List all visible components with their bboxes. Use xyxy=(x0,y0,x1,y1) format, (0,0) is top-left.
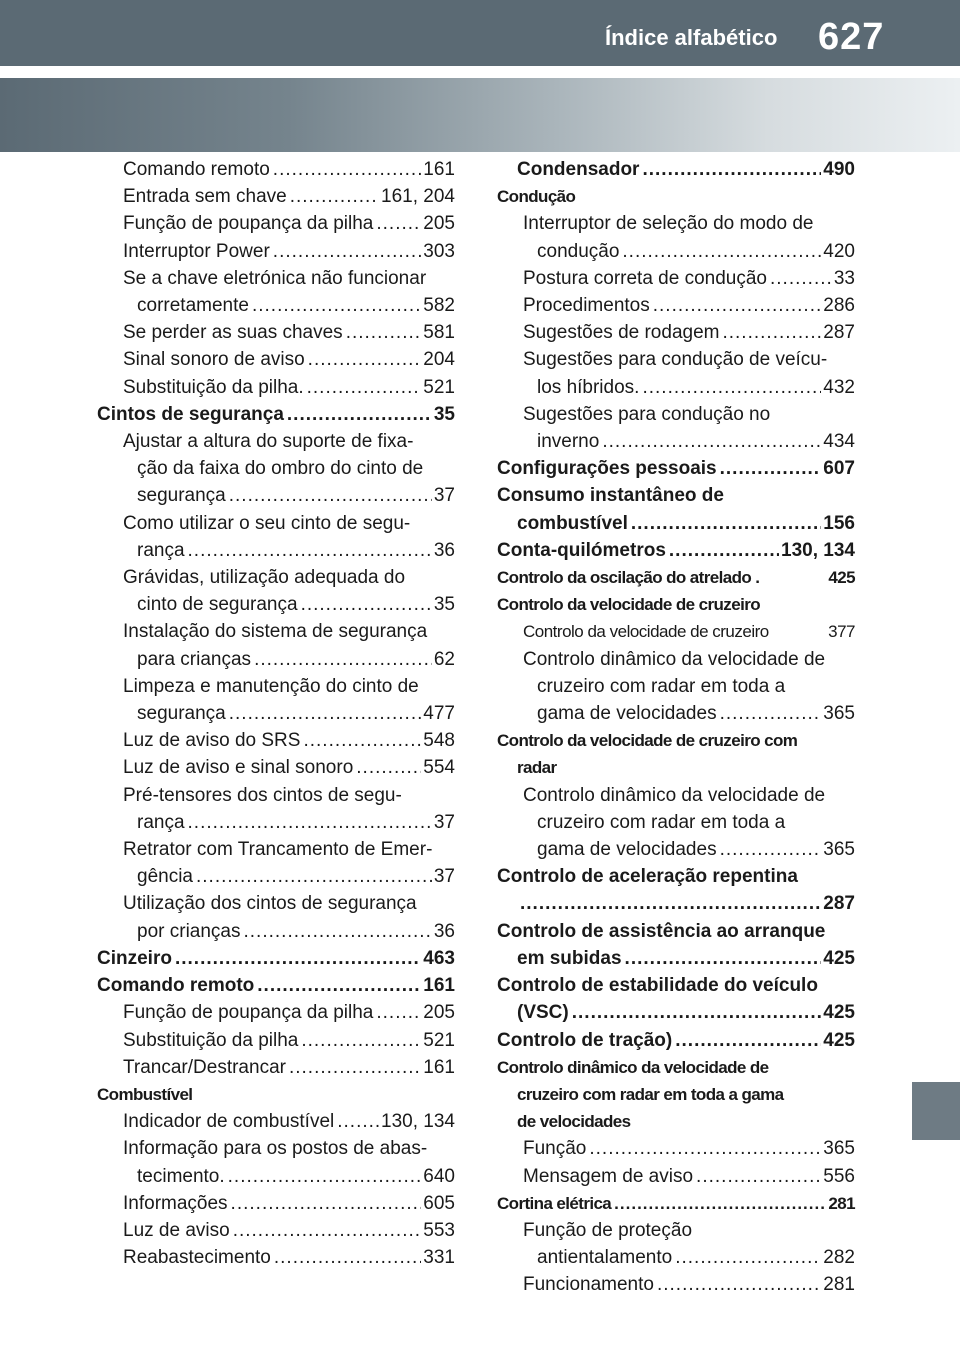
leader-dots xyxy=(657,1271,821,1298)
entry-page-ref: 554 xyxy=(423,757,455,779)
entry-term: Função de poupança da pilha xyxy=(123,213,374,235)
index-entry xyxy=(497,999,855,1026)
entry-term: Comando remoto xyxy=(97,975,255,997)
index-entry xyxy=(97,210,455,237)
entry-term: rança xyxy=(137,811,185,833)
entry-term: Função de proteção xyxy=(523,1219,693,1241)
entry-term: tecimento. xyxy=(137,1165,225,1187)
entry-page-ref: 365 xyxy=(823,839,855,861)
entry-term: Controlo de assistência ao arranque xyxy=(497,920,826,942)
index-entry xyxy=(497,1244,855,1271)
leader-dots xyxy=(254,646,432,673)
entry-term: Cinzeiro xyxy=(97,947,172,969)
index-entry xyxy=(497,1081,855,1108)
entry-page-ref: 205 xyxy=(423,213,455,235)
entry-term: Comando remoto xyxy=(123,159,270,180)
entry-term: Entrada sem chave xyxy=(123,186,287,208)
entry-term: gência xyxy=(137,866,193,888)
entry-term: Controlo dinâmico da velocidade de xyxy=(523,648,826,670)
entry-page-ref: 287 xyxy=(823,893,855,915)
entry-page-ref: 130, 134 xyxy=(381,1111,455,1133)
leader-dots xyxy=(720,836,822,863)
entry-term: corretamente xyxy=(137,295,249,317)
index-entry xyxy=(97,836,455,863)
entry-term: radar xyxy=(517,758,557,778)
index-entry xyxy=(97,238,455,265)
index-entry xyxy=(497,482,855,509)
entry-page-ref: 161, 204 xyxy=(381,186,455,208)
entry-term: Se a chave eletrónica não funcionar xyxy=(123,267,427,289)
leader-dots xyxy=(675,1027,821,1054)
entry-term: Limpeza e manutenção do cinto de xyxy=(123,675,419,697)
leader-dots xyxy=(301,591,432,618)
entry-term: Combustível xyxy=(97,1084,193,1104)
index-entry xyxy=(497,238,855,265)
decorative-gradient-band xyxy=(0,78,960,152)
entry-term: Substituição da pilha. xyxy=(123,376,304,398)
entry-term: Controlo da velocidade de cruzeiro xyxy=(497,595,760,615)
entry-page-ref: 640 xyxy=(423,1165,455,1187)
leader-dots xyxy=(625,945,822,972)
index-entry xyxy=(97,1190,455,1217)
index-entry xyxy=(497,836,855,863)
entry-page-ref: 521 xyxy=(423,376,455,398)
index-entry xyxy=(97,673,455,700)
index-entry xyxy=(497,346,855,373)
entry-page-ref: 281 xyxy=(828,1193,855,1213)
index-entry xyxy=(97,591,455,618)
entry-term: Reabastecimento xyxy=(123,1247,271,1269)
index-entry xyxy=(97,401,455,428)
index-entry xyxy=(97,863,455,890)
index-entry xyxy=(97,482,455,509)
index-entry xyxy=(97,564,455,591)
index-entry xyxy=(97,945,455,972)
index-entry xyxy=(497,1163,855,1190)
entry-term: condução xyxy=(537,240,620,262)
index-entry xyxy=(497,1190,855,1217)
entry-term: Procedimentos xyxy=(523,295,650,317)
index-entry xyxy=(97,618,455,645)
section-title: Índice alfabético xyxy=(605,25,778,50)
entry-page-ref: 548 xyxy=(423,730,455,752)
leader-dots xyxy=(229,700,422,727)
entry-term: Condução xyxy=(497,187,576,207)
entry-term: Consumo instantâneo de xyxy=(497,485,724,507)
entry-term: Conta-quilómetros xyxy=(497,539,666,561)
index-entry xyxy=(97,374,455,401)
index-entry xyxy=(497,1135,855,1162)
entry-term: Ajustar a altura do suporte de fixa- xyxy=(123,431,414,453)
entry-page-ref: 156 xyxy=(823,512,855,534)
entry-page-ref: 432 xyxy=(823,376,855,398)
entry-page-ref: 425 xyxy=(828,568,855,588)
entry-term: Trancar/Destrancar xyxy=(123,1056,286,1078)
entry-page-ref: 161 xyxy=(423,159,455,180)
entry-term: Controlo de estabilidade do veículo xyxy=(497,975,818,997)
index-entry xyxy=(97,754,455,781)
index-entry xyxy=(497,918,855,945)
leader-dots xyxy=(589,1135,821,1162)
entry-page-ref: 205 xyxy=(423,1002,455,1024)
entry-term: de velocidades xyxy=(517,1112,631,1132)
index-entry xyxy=(97,646,455,673)
entry-term: segurança xyxy=(137,703,226,725)
entry-page-ref: 161 xyxy=(423,975,455,997)
index-entry xyxy=(497,890,855,917)
index-entry xyxy=(497,265,855,292)
entry-term: Se perder as suas chaves xyxy=(123,322,343,344)
entry-term: em subidas xyxy=(517,947,622,969)
entry-term: Condensador xyxy=(517,159,640,180)
entry-page-ref: 581 xyxy=(423,322,455,344)
entry-page-ref: 286 xyxy=(823,295,855,317)
entry-term: gama de velocidades xyxy=(537,703,717,725)
index-entry xyxy=(97,918,455,945)
entry-term: Controlo de aceleração repentina xyxy=(497,866,798,888)
leader-dots xyxy=(273,156,422,183)
index-entry xyxy=(497,1217,855,1244)
entry-page-ref: 35 xyxy=(433,403,455,425)
entry-term: Cortina elétrica xyxy=(497,1193,612,1213)
leader-dots xyxy=(675,1244,821,1271)
index-entry xyxy=(497,972,855,999)
index-entry xyxy=(97,999,455,1026)
entry-term: cruzeiro com radar em toda a xyxy=(537,811,786,833)
leader-dots xyxy=(188,537,432,564)
leader-dots xyxy=(257,972,421,999)
leader-dots xyxy=(175,945,421,972)
entry-page-ref: 37 xyxy=(433,866,455,888)
entry-page-ref: 204 xyxy=(423,349,455,371)
index-entry xyxy=(497,537,855,564)
leader-dots xyxy=(669,537,779,564)
index-entry xyxy=(97,1163,455,1190)
entry-term: Grávidas, utilização adequada do xyxy=(123,567,406,589)
entry-term: gama de velocidades xyxy=(537,839,717,861)
index-entry xyxy=(497,782,855,809)
index-entry xyxy=(497,564,855,591)
index-entry xyxy=(497,1108,855,1135)
entry-term: Substituição da pilha xyxy=(123,1029,299,1051)
entry-page-ref: 62 xyxy=(433,648,455,670)
leader-dots xyxy=(696,1163,821,1190)
entry-term: Controlo de tração) xyxy=(497,1029,673,1051)
entry-term: cruzeiro com radar em toda a xyxy=(537,675,786,697)
leader-dots xyxy=(274,1244,421,1271)
index-entry xyxy=(97,319,455,346)
index-entry xyxy=(97,183,455,210)
entry-term: Controlo da velocidade de cruzeiro com xyxy=(497,731,798,751)
index-entry xyxy=(497,210,855,237)
entry-term: Luz de aviso xyxy=(123,1219,230,1241)
entry-page-ref: 377 xyxy=(828,622,855,642)
index-entry xyxy=(497,727,855,754)
leader-dots xyxy=(376,999,421,1026)
chapter-tab xyxy=(912,1082,960,1140)
index-entry xyxy=(97,1244,455,1271)
index-entry xyxy=(97,727,455,754)
index-entry xyxy=(97,972,455,999)
entry-term: Sugestões para condução de veícu- xyxy=(523,349,828,371)
index-entry xyxy=(97,1135,455,1162)
entry-term: Mensagem de aviso xyxy=(523,1165,694,1187)
entry-term: Retrator com Trancamento de Emer- xyxy=(123,839,433,861)
index-entry xyxy=(97,890,455,917)
index-entry xyxy=(497,1271,855,1298)
entry-term: Como utilizar o seu cinto de segu- xyxy=(123,512,411,534)
leader-dots xyxy=(231,1190,422,1217)
entry-term: Função xyxy=(523,1138,587,1160)
index-entry xyxy=(497,754,855,781)
entry-term: Luz de aviso do SRS xyxy=(123,730,301,752)
leader-dots xyxy=(720,700,822,727)
leader-dots xyxy=(614,1190,826,1217)
entry-term: cruzeiro com radar em toda a gama xyxy=(517,1084,784,1104)
index-entry xyxy=(97,1027,455,1054)
entry-page-ref: 281 xyxy=(823,1274,855,1296)
entry-page-ref: 490 xyxy=(823,159,855,180)
index-entry xyxy=(497,401,855,428)
entry-term: Luz de aviso e sinal sonoro xyxy=(123,757,354,779)
leader-dots xyxy=(287,401,432,428)
page-number: 627 xyxy=(818,16,885,58)
entry-term: para crianças xyxy=(137,648,252,670)
entry-page-ref: 303 xyxy=(423,240,455,262)
entry-term: Controlo dinâmico da velocidade de xyxy=(523,784,826,806)
entry-term: Cintos de segurança xyxy=(97,403,284,425)
leader-dots xyxy=(244,918,432,945)
leader-dots xyxy=(770,265,832,292)
entry-term: Funcionamento xyxy=(523,1274,654,1296)
entry-term: los híbridos. xyxy=(537,376,640,398)
entry-term: Configurações pessoais xyxy=(497,458,717,480)
entry-term: Informação para os postos de abas- xyxy=(123,1138,428,1160)
entry-page-ref: 37 xyxy=(433,811,455,833)
index-entry xyxy=(497,673,855,700)
entry-page-ref: 33 xyxy=(833,267,855,289)
entry-term: ção da faixa do ombro do cinto de xyxy=(137,458,424,480)
index-entry xyxy=(97,700,455,727)
leader-dots xyxy=(290,183,379,210)
index-entry xyxy=(97,1081,455,1108)
entry-term: (VSC) xyxy=(517,1002,569,1024)
entry-page-ref: 605 xyxy=(423,1192,455,1214)
entry-page-ref: 434 xyxy=(823,431,855,453)
entry-page-ref: 365 xyxy=(823,703,855,725)
entry-page-ref: 477 xyxy=(423,703,455,725)
entry-page-ref: 161 xyxy=(423,1056,455,1078)
entry-term: por crianças xyxy=(137,920,241,942)
index-entry xyxy=(497,591,855,618)
entry-page-ref: 463 xyxy=(423,947,455,969)
entry-page-ref: 425 xyxy=(823,1029,855,1051)
entry-page-ref: 282 xyxy=(823,1247,855,1269)
entry-page-ref: 425 xyxy=(823,947,855,969)
leader-dots xyxy=(308,346,422,373)
entry-term: cinto de segurança xyxy=(137,594,298,616)
entry-page-ref: 37 xyxy=(433,485,455,507)
entry-page-ref: 420 xyxy=(823,240,855,262)
leader-dots xyxy=(622,238,821,265)
entry-page-ref: 130, 134 xyxy=(781,539,855,561)
entry-term: Controlo da oscilação do atrelado . xyxy=(497,568,760,588)
index-entry xyxy=(97,156,455,183)
index-entry xyxy=(97,537,455,564)
index-entry xyxy=(497,1027,855,1054)
index-entry xyxy=(497,319,855,346)
index-entry xyxy=(497,455,855,482)
leader-dots xyxy=(642,156,821,183)
index-entry xyxy=(97,455,455,482)
entry-term: Função de poupança da pilha xyxy=(123,1002,374,1024)
entry-term: Controlo dinâmico da velocidade de xyxy=(497,1057,769,1077)
entry-term: rança xyxy=(137,539,185,561)
index-entry xyxy=(97,1108,455,1135)
index-entry xyxy=(497,156,855,183)
leader-dots xyxy=(520,890,821,917)
index-column-right xyxy=(497,156,855,1299)
index-entry xyxy=(97,1054,455,1081)
entry-page-ref: 556 xyxy=(823,1165,855,1187)
entry-term: inverno xyxy=(537,431,600,453)
index-entry xyxy=(497,863,855,890)
index-column-left xyxy=(97,156,455,1271)
leader-dots xyxy=(307,374,422,401)
leader-dots xyxy=(346,319,422,346)
entry-page-ref: 521 xyxy=(423,1029,455,1051)
index-entry xyxy=(97,428,455,455)
leader-dots xyxy=(720,455,822,482)
leader-dots xyxy=(602,428,821,455)
leader-dots xyxy=(188,809,432,836)
entry-term: Indicador de combustível xyxy=(123,1111,335,1133)
index-entry xyxy=(497,646,855,673)
entry-term: Sinal sonoro de aviso xyxy=(123,349,305,371)
entry-page-ref: 425 xyxy=(823,1002,855,1024)
index-entry xyxy=(497,374,855,401)
leader-dots xyxy=(233,1217,422,1244)
index-entry xyxy=(97,292,455,319)
header-bar xyxy=(0,0,960,66)
entry-page-ref: 287 xyxy=(823,322,855,344)
entry-term: Pré-tensores dos cintos de segu- xyxy=(123,784,402,806)
entry-term: combustível xyxy=(517,512,628,534)
entry-term: Interruptor Power xyxy=(123,240,270,262)
index-entry xyxy=(497,510,855,537)
entry-term: Sugestões para condução no xyxy=(523,403,771,425)
leader-dots xyxy=(252,292,421,319)
leader-dots xyxy=(303,727,421,754)
index-entry xyxy=(97,510,455,537)
index-entry xyxy=(97,1217,455,1244)
index-entry xyxy=(97,265,455,292)
leader-dots xyxy=(631,510,821,537)
index-entry xyxy=(97,782,455,809)
entry-page-ref: 553 xyxy=(423,1219,455,1241)
leader-dots xyxy=(572,999,822,1026)
leader-dots xyxy=(337,1108,379,1135)
entry-page-ref: 36 xyxy=(433,920,455,942)
entry-term: Utilização dos cintos de segurança xyxy=(123,893,417,915)
entry-page-ref: 331 xyxy=(423,1247,455,1269)
leader-dots xyxy=(301,1027,421,1054)
index-entry xyxy=(497,292,855,319)
leader-dots xyxy=(376,210,421,237)
leader-dots xyxy=(228,1163,422,1190)
entry-term: Instalação do sistema de segurança xyxy=(123,621,428,643)
entry-term: Interruptor de seleção do modo de xyxy=(523,213,814,235)
entry-term: Controlo da velocidade de cruzeiro xyxy=(523,622,769,642)
leader-dots xyxy=(722,319,821,346)
leader-dots xyxy=(356,754,421,781)
entry-page-ref: 607 xyxy=(823,458,855,480)
index-entry xyxy=(497,809,855,836)
leader-dots xyxy=(229,482,432,509)
entry-page-ref: 365 xyxy=(823,1138,855,1160)
entry-term: Informações xyxy=(123,1192,228,1214)
index-entry xyxy=(97,809,455,836)
leader-dots xyxy=(653,292,822,319)
index-entry xyxy=(497,428,855,455)
entry-term: Sugestões de rodagem xyxy=(523,322,720,344)
index-entry xyxy=(497,945,855,972)
index-entry xyxy=(497,1054,855,1081)
index-entry xyxy=(497,618,855,645)
leader-dots xyxy=(196,863,432,890)
entry-term: segurança xyxy=(137,485,226,507)
leader-dots xyxy=(642,374,821,401)
index-entry xyxy=(497,183,855,210)
entry-term: antientalamento xyxy=(537,1247,673,1269)
entry-page-ref: 35 xyxy=(433,594,455,616)
entry-term: Postura correta de condução xyxy=(523,267,767,289)
index-entry xyxy=(497,700,855,727)
leader-dots xyxy=(289,1054,421,1081)
leader-dots xyxy=(273,238,422,265)
entry-page-ref: 36 xyxy=(433,539,455,561)
index-entry xyxy=(97,346,455,373)
entry-page-ref: 582 xyxy=(423,295,455,317)
